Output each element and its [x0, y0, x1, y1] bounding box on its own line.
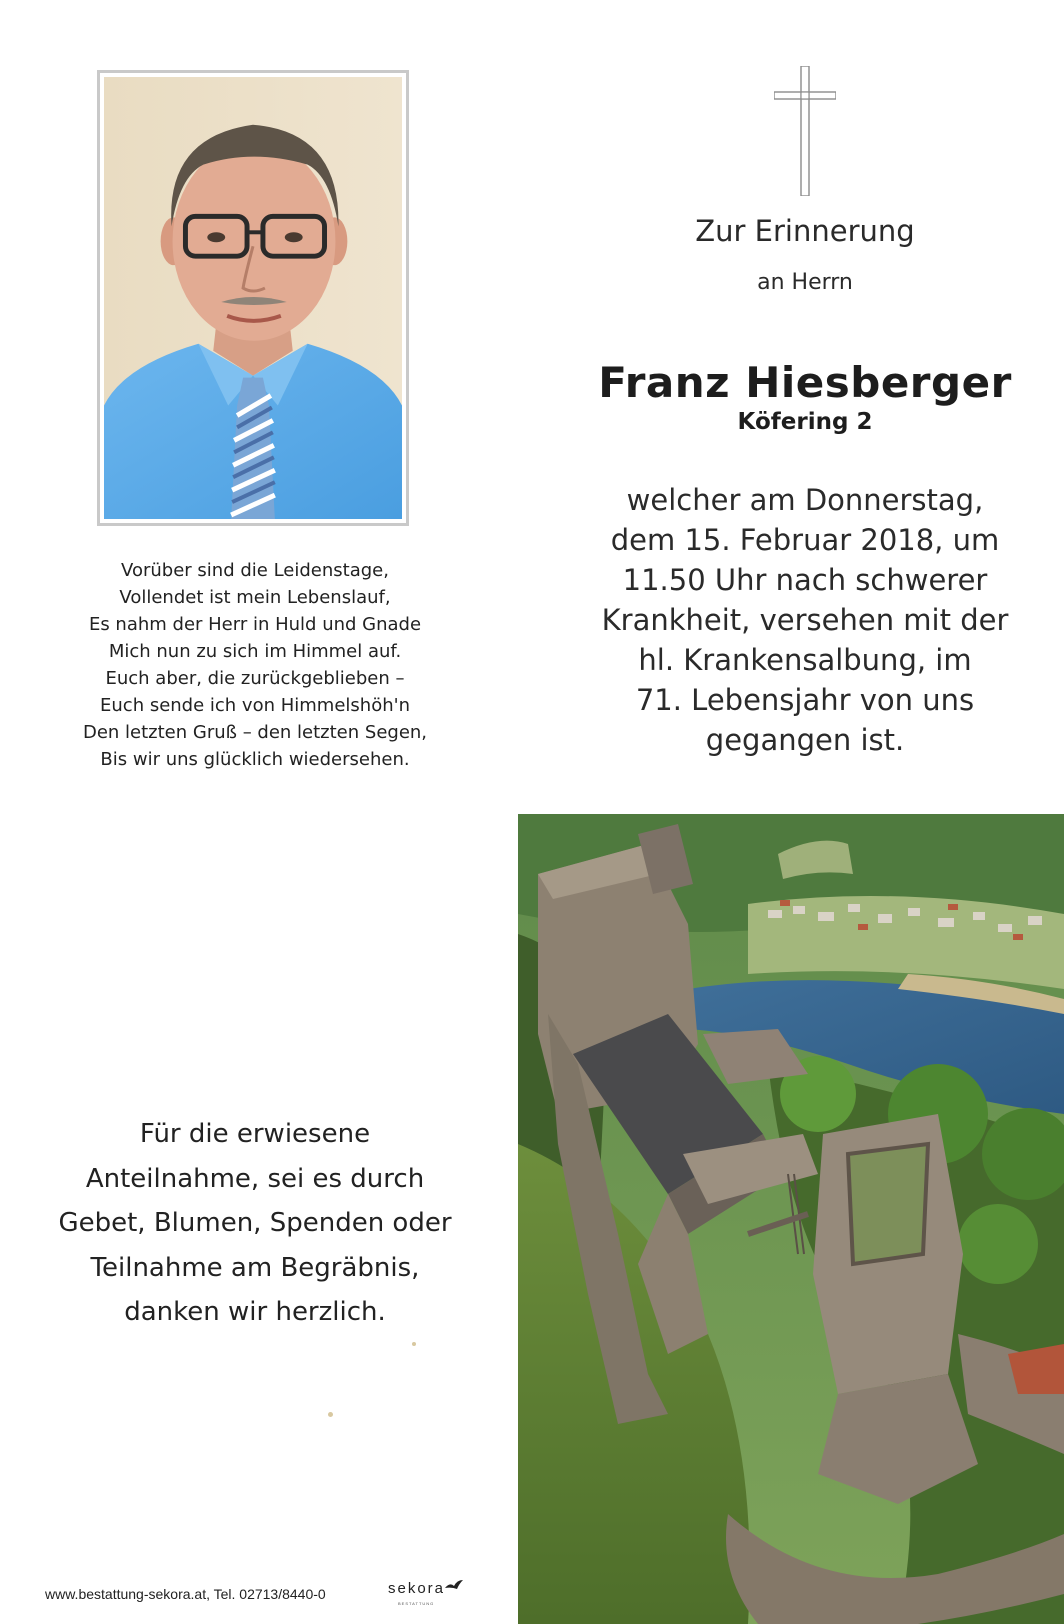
- bird-icon: [444, 1579, 464, 1591]
- poem: [40, 557, 470, 773]
- deceased-address: Köfering 2: [737, 409, 873, 435]
- thanks-line: Anteilnahme, sei es durch: [85, 1163, 425, 1194]
- deceased-name: Franz Hiesberger: [598, 358, 1012, 407]
- thanks-line: Für die erwiesene: [139, 1119, 371, 1149]
- castle-landscape-illustration: [518, 814, 1064, 1624]
- death-notice-line: hl. Krankensalbung, im: [638, 643, 972, 677]
- death-notice-text: [560, 480, 1050, 760]
- portrait-photo: [97, 70, 409, 526]
- cross-icon: [774, 66, 836, 196]
- poem-line: Den letzten Gruß – den letzten Segen,: [82, 722, 428, 743]
- funeral-home-contact: www.bestattung-sekora.at, Tel. 02713/8440-0: [45, 1586, 326, 1602]
- paper-speck: [412, 1342, 416, 1346]
- poem-line: Bis wir uns glücklich wiedersehen.: [100, 749, 410, 770]
- death-notice-line: dem 15. Februar 2018, um: [610, 523, 1000, 557]
- death-notice-line: welcher am Donnerstag,: [626, 483, 984, 517]
- death-notice-line: 11.50 Uhr nach schwerer: [622, 563, 988, 597]
- death-notice-line: gegangen ist.: [705, 723, 905, 757]
- memory-salutation: an Herrn: [757, 270, 853, 295]
- poem-line: Euch sende ich von Himmelshöh'n: [100, 695, 410, 716]
- death-notice-line: 71. Lebensjahr von uns: [635, 683, 975, 717]
- poem-line: Es nahm der Herr in Huld und Gnade: [88, 614, 422, 635]
- memory-title: Zur Erinnerung: [695, 214, 915, 248]
- poem-line: Mich nun zu sich im Himmel auf.: [108, 641, 402, 662]
- portrait-illustration: [104, 77, 402, 519]
- poem-line: Vorüber sind die Leidenstage,: [121, 560, 389, 581]
- death-notice-line: Krankheit, versehen mit der: [601, 603, 1009, 637]
- thanks-line: danken wir herzlich.: [124, 1297, 386, 1327]
- paper-speck: [328, 1412, 333, 1417]
- thanks-line: Teilnahme am Begräbnis,: [90, 1252, 420, 1283]
- funeral-home-logo: sekora: [388, 1580, 446, 1597]
- thanks-line: Gebet, Blumen, Spenden oder: [58, 1208, 452, 1238]
- thanks-text: [40, 1112, 470, 1335]
- poem-line: Euch aber, die zurückgeblieben –: [105, 668, 405, 689]
- poem-line: Vollendet ist mein Lebenslauf,: [119, 587, 391, 608]
- funeral-home-logo-subtitle: BESTATTUNG: [398, 1601, 435, 1606]
- castle-ruin-photo: [518, 814, 1064, 1624]
